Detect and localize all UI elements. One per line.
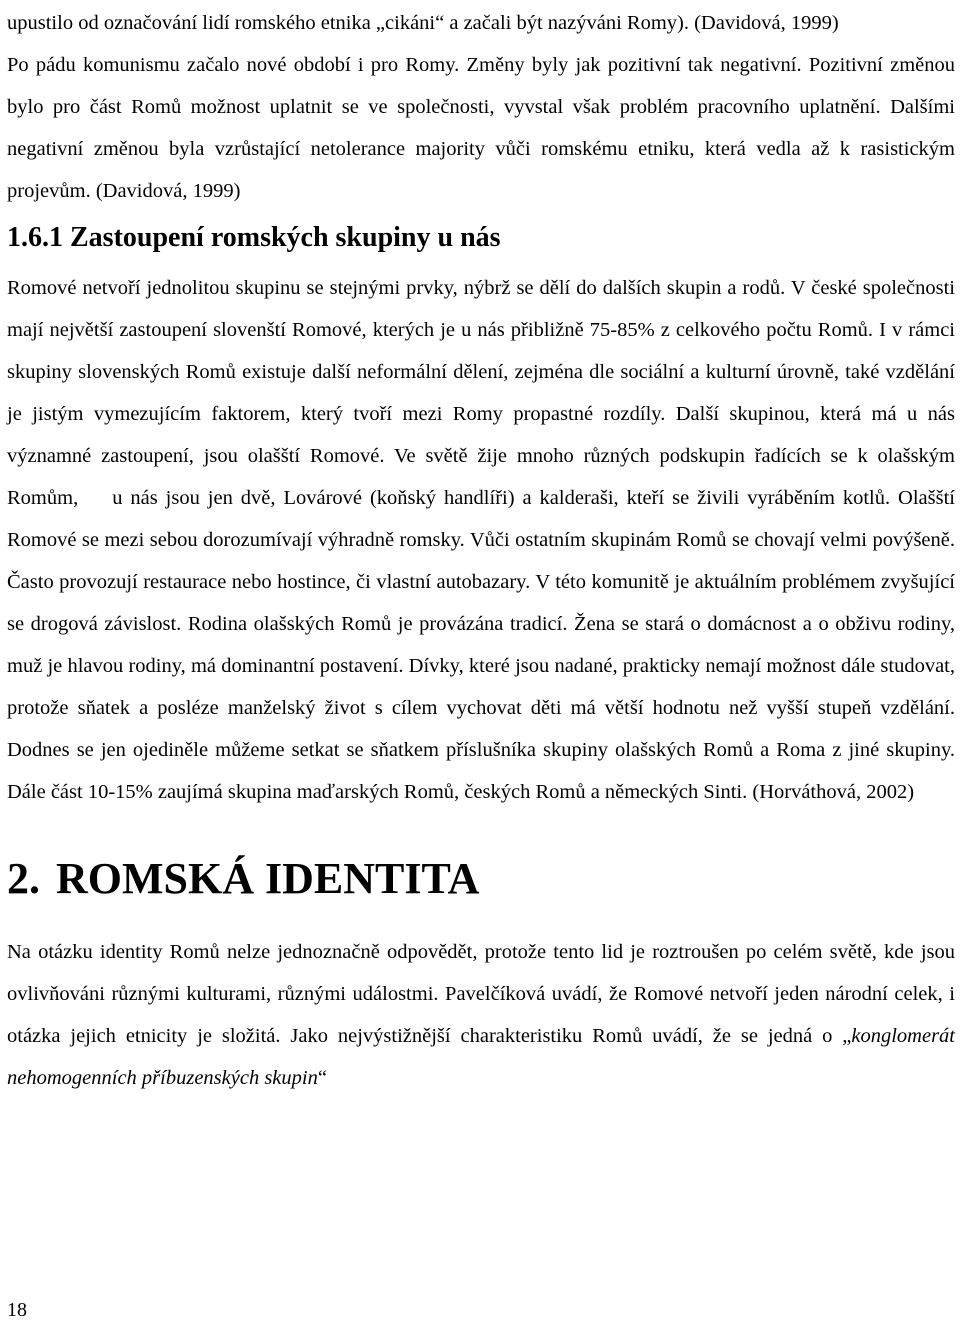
paragraph-roma-groups-part1: Romové netvoří jednolitou skupinu se stejnými prvky, nýbrž se dělí do dalších skupin a rodů. V české společnosti mají největší zastoupení slovenští Romové, kterých je u nás přibližně 75-85% z celkového počtu Romů. I v rámci skupiny slovenských Romů existuje další neformální dělení, zejména dle sociální a kulturní úrovně, také vzdělání je jistým vymezujícím faktorem, který tvoří mezi Romy propastné rozdíly. Další skupinou, která má u nás významné zastoupení, jsou olašští Romové. Ve světě žije mnoho různých podskupin řadících se k olašským Romům,: [7, 277, 955, 509]
chapter-title: ROMSKÁ IDENTITA: [56, 854, 480, 903]
page-number: 18: [7, 1299, 27, 1321]
paragraph-identity: [7, 931, 955, 1099]
paragraph-post-communism: Po pádu komunismu začalo nové období i pro Romy. Změny byly jak pozitivní tak negativní. Pozitivní změnou bylo pro část Romů možnost uplatnit se ve společnosti, vyvstal však problém pracovního uplatnění. Dalšími negativní změnou byla vzrůstající netolerance majority vůči romskému etniku, která vedla až k rasistickým projevům. (Davidová, 1999): [7, 54, 955, 202]
section-heading: 1.6.1 Zastoupení romských skupiny u nás: [7, 222, 501, 253]
paragraph-identity-quote: konglomerát nehomogenních příbuzenských skupin: [7, 1025, 955, 1089]
paragraph-roma-groups-part2: u nás jsou jen dvě, Lovárové (koňský handlíři) a kalderaši, kteří se živili vyráběním kotlů. Olašští Romové se mezi sebou dorozumívají výhradně romsky. Vůči ostatním skupinám Romů se chovají velmi povýšeně. Často provozují restaurace nebo hostince, či vlastní autobazary. V této komunitě je aktuálním problémem zvyšující se drogová závislost. Rodina olašských Romů je provázána tradicí. Žena se stará o domácnost a o obživu rodiny, muž je hlavou rodiny, má dominantní postavení. Dívky, které jsou nadané, prakticky nemají možnost dále studovat, protože sňatek a posléze manželský život s cílem vychovat děti má větší hodnotu než vyšší stupeň vzdělání. Dodnes se jen ojediněle můžeme setkat se sňatkem příslušníka skupiny olašských Romů a Roma z jiné skupiny. Dále část 10-15% zaujímá skupina maďarských Romů, českých Romů a německých Sinti. (Horváthová, 2002): [7, 487, 955, 803]
paragraph-identity-close-quote: “: [317, 1067, 327, 1089]
paragraph-identity-text: Na otázku identity Romů nelze jednoznačně odpovědět, protože tento lid je roztroušen po celém světě, kde jsou ovlivňováni různými kulturami, různými událostmi. Pavelčíková uvádí, že Romové netvoří jeden národní celek, i otázka jejich etnicity je složitá. Jako nejvýstižnější charakteristiku Romů uvádí, že se jedná o „: [7, 941, 955, 1047]
chapter-number: 2.: [7, 854, 40, 903]
paragraph-roma-groups: [7, 267, 955, 813]
paragraph-continuation: upustilo od označování lidí romského etnika „cikáni“ a začali být nazýváni Romy). (Davidová, 1999): [7, 12, 839, 34]
chapter-heading: [7, 813, 955, 931]
document-page: [7, 2, 955, 1099]
